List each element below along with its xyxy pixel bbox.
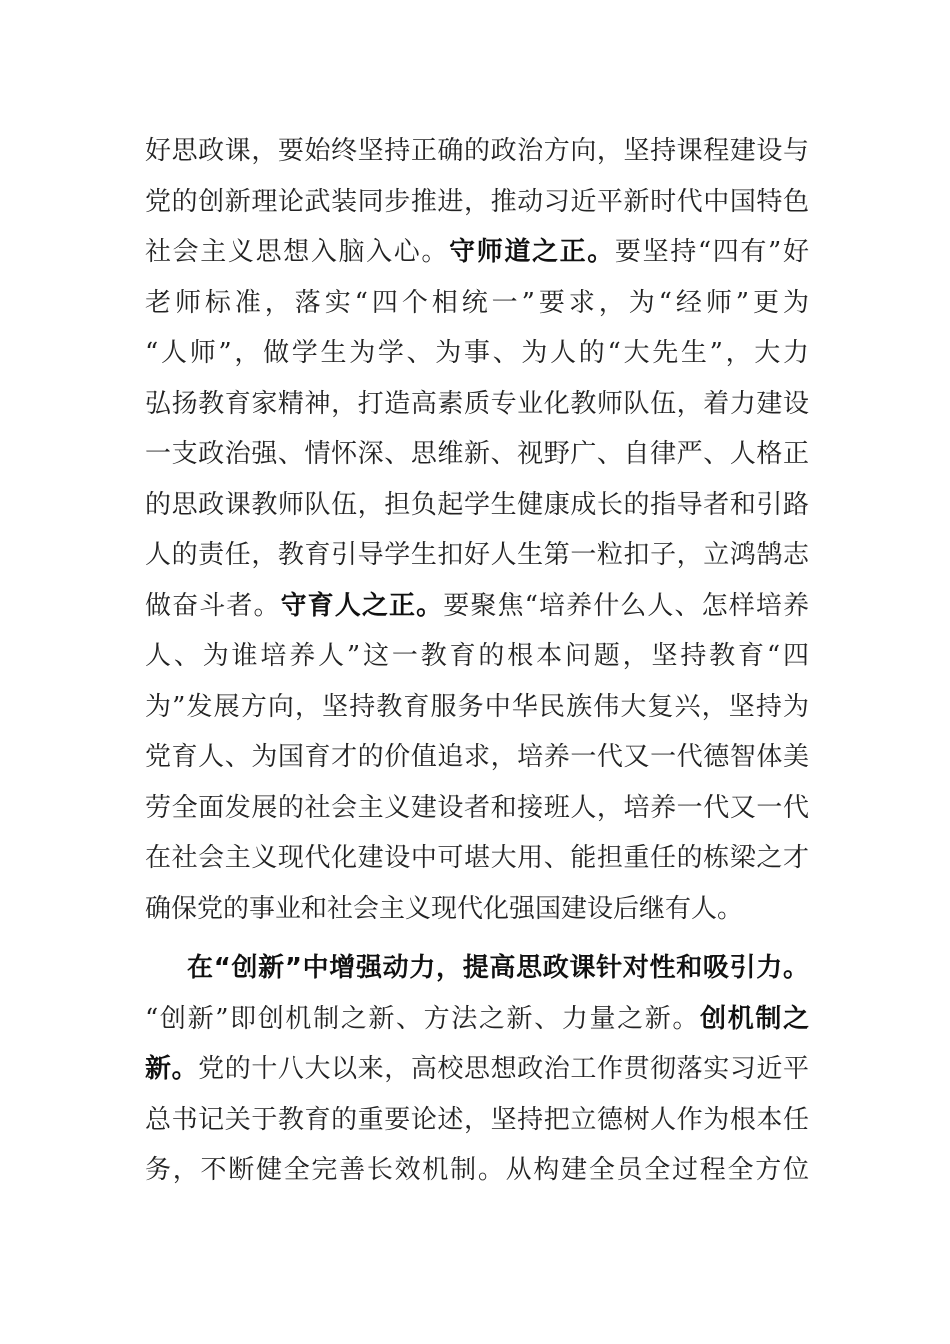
text-run: “人师”，做学生为学、为事、为人的“大先生”，大力 <box>145 338 809 368</box>
text-line <box>145 480 809 531</box>
text-run: 劳全面发展的社会主义建设者和接班人，培养一代又一代 <box>145 792 809 823</box>
text-run: 老师标准，落实“四个相统一”要求，为“经师”更为 <box>145 287 809 318</box>
text-run: 弘扬教育家精神，打造高素质专业化教师队伍，着力建设 <box>145 388 809 419</box>
text-line <box>145 379 809 430</box>
text-run: 党育人、为国育才的价值追求，培养一代又一代德智体美 <box>145 742 809 772</box>
text-line <box>145 227 809 278</box>
text-line <box>145 429 809 480</box>
text-run: 党的创新理论武装同步推进，推动习近平新时代中国特色 <box>145 186 809 217</box>
text-run: 在社会主义现代化建设中可堪大用、能担重任的栋梁之才 <box>145 843 809 873</box>
text-line <box>145 1095 809 1146</box>
text-run: 党的十八大以来，高校思想政治工作贯彻落实习近平 <box>198 1054 809 1084</box>
text-line <box>145 783 809 834</box>
text-line <box>145 732 809 783</box>
text-line <box>145 581 809 632</box>
body-text <box>145 126 809 1196</box>
text-run: 做奋斗者。 <box>145 590 281 621</box>
text-run: 的思政课教师队伍，担负起学生健康成长的指导者和引路 <box>145 489 809 520</box>
text-run: 社会主义思想入脑入心。 <box>145 237 450 267</box>
text-line <box>145 328 809 379</box>
text-line <box>145 994 809 1045</box>
text-line <box>145 1145 809 1196</box>
bold-heading-run: 创机制之 <box>700 1003 809 1034</box>
bold-heading-run: 守师道之正。 <box>449 237 615 267</box>
text-run: 要聚焦“培养什么人、怎样培养 <box>443 590 809 621</box>
text-line <box>145 126 809 177</box>
text-line <box>145 631 809 682</box>
text-run: 务，不断健全完善长效机制。从构建全员全过程全方位 <box>145 1155 809 1185</box>
section-heading-line <box>145 943 809 994</box>
text-run: “创新”即创机制之新、方法之新、力量之新。 <box>145 1003 701 1034</box>
text-run: 人、为谁培养人”这一教育的根本问题，坚持教育“四 <box>145 641 809 671</box>
text-run: 为”发展方向，坚持教育服务中华民族伟大复兴，坚持为 <box>145 691 809 722</box>
text-line <box>145 884 809 935</box>
text-run: 要坚持“四有”好 <box>614 237 809 267</box>
bold-heading-run: 新。 <box>145 1054 199 1084</box>
text-line <box>145 682 809 733</box>
text-line <box>145 1044 809 1095</box>
text-run: 确保党的事业和社会主义现代化强国建设后继有人。 <box>145 893 744 924</box>
text-line <box>145 278 809 329</box>
text-run: 一支政治强、情怀深、思维新、视野广、自律严、人格正 <box>145 439 809 469</box>
bold-heading-run: 守育人之正。 <box>280 590 444 621</box>
text-line <box>145 833 809 884</box>
text-line <box>145 530 809 581</box>
text-run: 总书记关于教育的重要论述，坚持把立德树人作为根本任 <box>145 1104 809 1135</box>
text-run: 好思政课，要始终坚持正确的政治方向，坚持课程建设与 <box>145 136 809 166</box>
text-line <box>145 177 809 228</box>
text-run: 人的责任，教育引导学生扣好人生第一粒扣子，立鸿鹄志 <box>145 540 809 570</box>
section-heading: 在“创新”中增强动力，提高思政课针对性和吸引力。 <box>187 953 809 983</box>
